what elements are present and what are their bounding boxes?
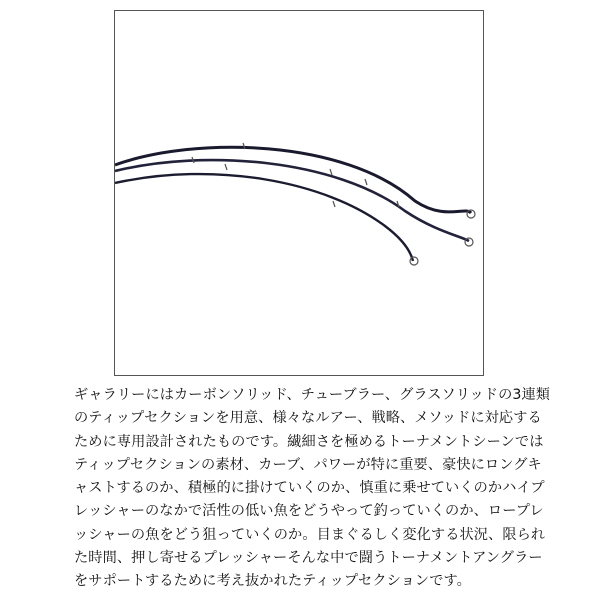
description-line: をサポートするために考え抜かれたティップセクションです。 (74, 573, 471, 590)
description-line: レッシャーのなかで活性の低い魚をどうやって釣っていくのか、ロープレ (74, 503, 544, 520)
description-line: のティップセクションを用意、様々なルアー、戦略、メソッドに対応する (74, 410, 542, 427)
description-line: ために専用設計されたものです。繊細さを極めるトーナメントシーンでは (74, 433, 544, 450)
description-line: た時間、押し寄せるプレッシャーそんな中で闘うトーナメントアングラー (74, 550, 543, 567)
description-line: ッシャーの魚をどう狙っていくのか。目まぐるしく変化する状況、限られ (74, 526, 546, 543)
product-description (74, 384, 551, 594)
description-line: ギャラリーにはカーボンソリッド、チューブラー、グラスソリッドの3連類 (74, 387, 551, 403)
rod-tip-sections-icon (115, 11, 485, 377)
rod-tip-carbon-solid (115, 147, 471, 213)
product-photo (114, 10, 484, 376)
description-line: ティップセクションの素材、カーブ、パワーが特に重要、豪快にロングキ (74, 456, 542, 473)
description-line: ャストするのか、積極的に掛けていくのか、慎重に乗せていくのかハイプ (74, 480, 545, 497)
rod-tip-glass-solid (115, 174, 413, 261)
